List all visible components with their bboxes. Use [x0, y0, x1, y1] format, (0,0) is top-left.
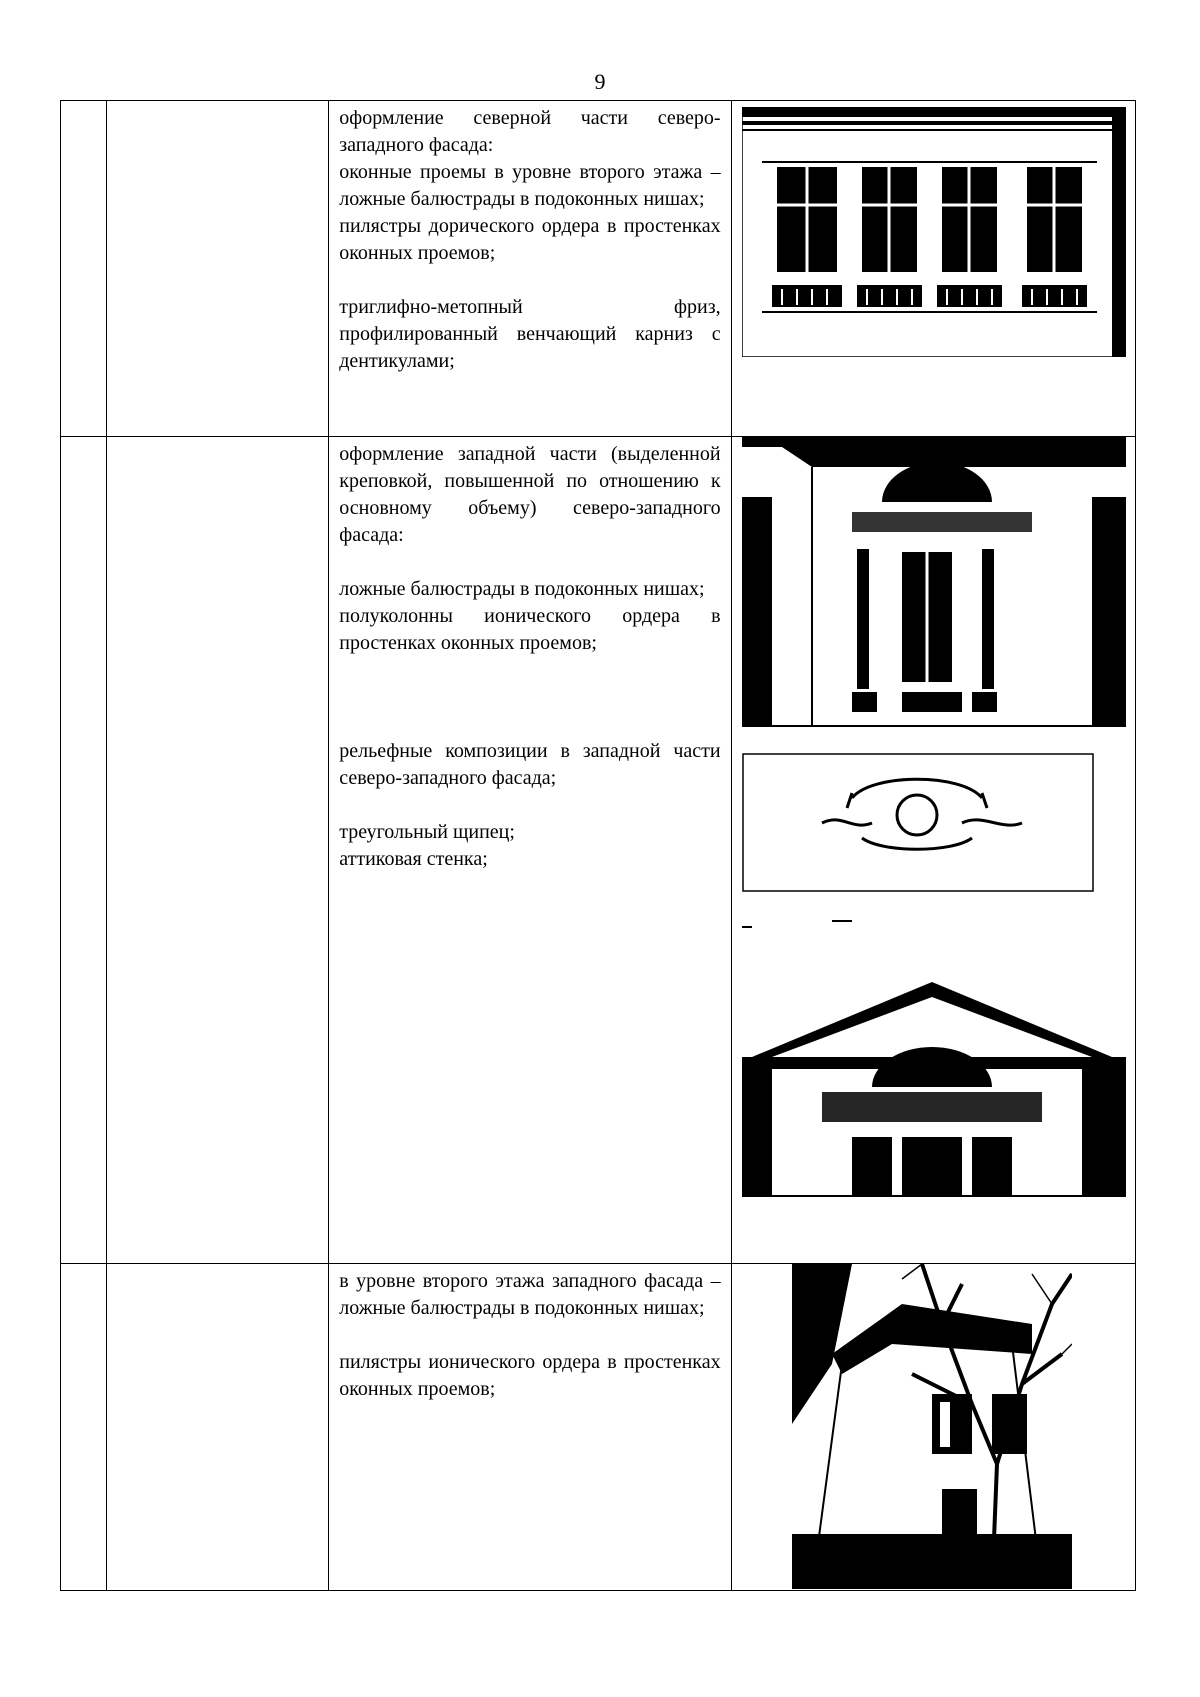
description-paragraph: оформление северной части северо-западного фасада:	[339, 107, 721, 156]
description-cell	[329, 1264, 731, 1591]
description-cell	[329, 101, 731, 437]
description-paragraph: полуколонны ионического ордера в простенках оконных проемов;	[339, 605, 721, 654]
number-cell	[61, 1264, 107, 1591]
number-cell	[61, 437, 107, 1264]
name-cell	[107, 437, 329, 1264]
table-row	[61, 437, 1136, 1264]
photo-cell	[731, 1264, 1135, 1591]
west-facade-tree-photo	[732, 1264, 1135, 1589]
number-cell	[61, 101, 107, 437]
page-number: 9	[594, 69, 606, 94]
monument-elements-table	[60, 100, 1136, 1591]
west-section-photo	[732, 437, 1135, 727]
table-row	[61, 1264, 1136, 1591]
pediment-photo	[732, 977, 1135, 1197]
description-paragraph: треугольный щипец;	[339, 821, 515, 843]
description-paragraph: оконные проемы в уровне второго этажа – ложные балюстрады в подоконных нишах;	[339, 161, 721, 210]
table-row	[61, 101, 1136, 437]
description-paragraph: ложные балюстрады в подоконных нишах;	[339, 578, 705, 600]
relief-composition-photo	[732, 727, 1135, 893]
photo-cell	[731, 437, 1135, 1264]
name-cell	[107, 101, 329, 437]
description-paragraph: пилястры ионического ордера в простенках оконных проемов;	[339, 1351, 721, 1400]
description-paragraph: оформление западной части (выделенной креповкой, повышенной по отношению к основному объему) северо-западного фасада:	[339, 443, 721, 546]
description-paragraph: аттиковая стенка;	[339, 848, 488, 870]
description-paragraph: пилястры дорического ордера в простенках оконных проемов;	[339, 215, 721, 264]
windows-balustrade-photo	[732, 101, 1135, 357]
photo-cell	[731, 101, 1135, 437]
description-cell	[329, 437, 731, 1264]
description-paragraph: триглифно-метопный фриз, профилированный венчающий карниз с дентикулами;	[339, 296, 721, 372]
description-paragraph: в уровне второго этажа западного фасада – ложные балюстрады в подоконных нишах;	[339, 1270, 721, 1319]
description-paragraph: рельефные композиции в западной части северо-западного фасада;	[339, 740, 721, 789]
name-cell	[107, 1264, 329, 1591]
